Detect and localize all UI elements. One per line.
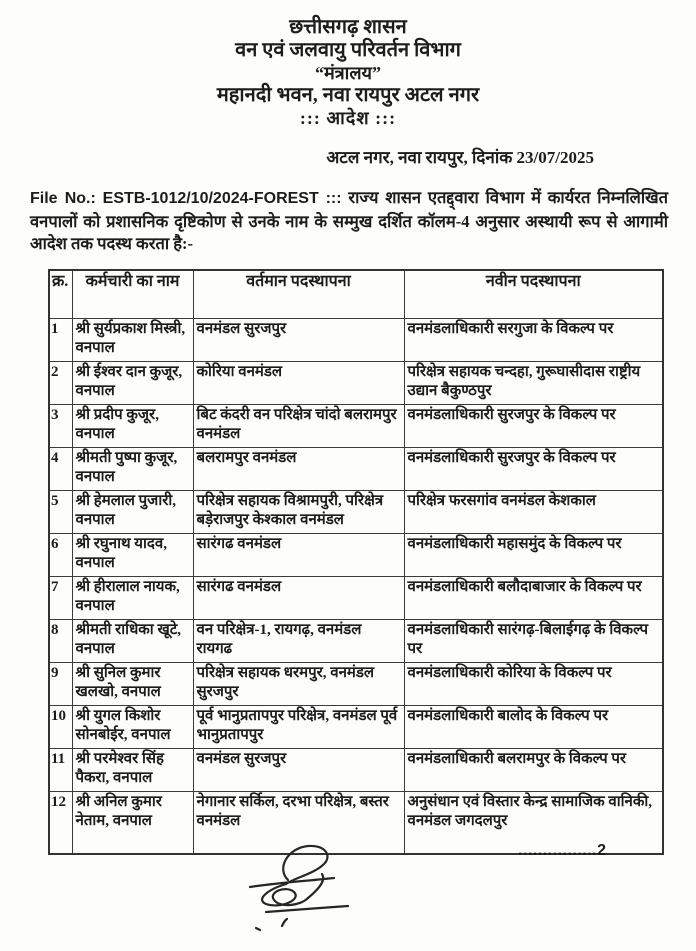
new-posting: वनमंडलाधिकारी बलौदाबाजार के विकल्प पर [404,576,663,619]
employee-name: श्री रघुनाथ यादव, वनपाल [72,533,193,576]
table-row [49,619,663,662]
new-posting: वनमंडलाधिकारी सारंगढ़-बिलाईगढ़ के विकल्प पर [404,619,663,662]
current-posting: परिक्षेत्र सहायक धरमपुर, वनमंडल सुरजपुर [193,662,404,705]
government-name: छत्तीसगढ़ शासन [289,16,407,38]
current-posting: वनमंडल सुरजपुर [193,748,404,791]
current-posting: बलरामपुर वनमंडल [193,447,404,490]
header-current-posting: वर्तमान पदस्थापना [193,270,404,319]
table-row [49,318,663,361]
row-serial: 1 [49,318,72,361]
row-serial: 8 [49,619,72,662]
current-posting: सारंगढ वनमंडल [193,576,404,619]
signature-icon [236,840,376,940]
file-number-value: ESTB-1012/10/2024-FOREST [102,190,319,207]
row-serial: 12 [49,791,72,854]
employee-name: श्री सुनिल कुमार खलखो, वनपाल [72,662,193,705]
row-serial: 2 [49,361,72,404]
current-posting: बिट कंदरी वन परिक्षेत्र चांदो बलरामपुर वनमंडल [193,404,404,447]
order-table-body [49,318,663,854]
employee-name: श्रीमती पुष्पा कुजूर, वनपाल [72,447,193,490]
table-row [49,490,663,533]
new-posting: परिक्षेत्र फरसगांव वनमंडल केशकाल [404,490,663,533]
order-heading: ::: आदेश ::: [299,108,397,128]
new-posting: परिक्षेत्र सहायक चन्दहा, गुरूघासीदास राष्ट्रीय उद्यान बैकुण्ठपुर [404,361,663,404]
department-name: वन एवं जलवायु परिवर्तन विभाग [235,39,461,61]
current-posting: पूर्व भानुप्रतापपुर परिक्षेत्र, वनमंडल पूर्व भानुप्रतापपुर [193,705,404,748]
file-number-label: File No.: [30,190,96,207]
new-posting: वनमंडलाधिकारी सरगुजा के विकल्प पर [404,318,663,361]
table-header-row [49,270,663,319]
row-serial: 11 [49,748,72,791]
employee-name: श्री ईश्वर दान कुजूर, वनपाल [72,361,193,404]
employee-name: श्री प्रदीप कुजूर, वनपाल [72,404,193,447]
new-posting: वनमंडलाधिकारी कोरिया के विकल्प पर [404,662,663,705]
employee-name: श्री परमेश्वर सिंह पैकरा, वनपाल [72,748,193,791]
current-posting: कोरिया वनमंडल [193,361,404,404]
table-row [49,447,663,490]
employee-name: श्री हीरालाल नायक, वनपाल [72,576,193,619]
order-intro-text: राज्य शासन एतद्द्वारा विभाग में कार्यरत निम्नलिखित वनपालों को प्रशासनिक दृष्टिकोण से उनके नाम के सम्मुख दर्शित कॉलम-4 अनुसार अस्थायी रूप से आगामी आदेश तक पदस्थ करता है:- [30,188,669,253]
order-intro-paragraph [30,187,668,256]
new-posting: वनमंडलाधिकारी महासमुंद के विकल्प पर [404,533,663,576]
current-posting: वनमंडल सुरजपुर [193,318,404,361]
employee-name: श्री हेमलाल पुजारी, वनपाल [72,490,193,533]
new-posting: वनमंडलाधिकारी बलरामपुर के विकल्प पर [404,748,663,791]
table-row [49,404,663,447]
row-serial: 7 [49,576,72,619]
separator-colons: ::: [325,190,342,207]
page-continuation-indicator: ................2 [518,842,607,859]
current-posting: वन परिक्षेत्र-1, रायगढ़, वनमंडल रायगढ [193,619,404,662]
current-posting: परिक्षेत्र सहायक विश्रामपुरी, परिक्षेत्र बड़ेराजपुर केश्काल वनमंडल [193,490,404,533]
employee-name: श्री अनिल कुमार नेताम, वनपाल [72,791,193,854]
header-employee-name: कर्मचारी का नाम [72,270,193,319]
table-row [49,662,663,705]
table-row [49,361,663,404]
header-serial: क्र. [49,270,72,319]
table-row [49,705,663,748]
table-row [49,533,663,576]
place-date-line: अटल नगर, नवा रायपुर, दिनांक 23/07/2025 [326,148,594,167]
posting-table-head [49,270,663,319]
ministry-label: “मंत्रालय” [314,63,381,83]
new-posting: वनमंडलाधिकारी सुरजपुर के विकल्प पर [404,404,663,447]
table-row [49,748,663,791]
table-row [49,576,663,619]
address-line: महानदी भवन, नवा रायपुर अटल नगर [216,84,480,106]
row-serial: 9 [49,662,72,705]
row-serial: 3 [49,404,72,447]
row-serial: 10 [49,705,72,748]
new-posting: वनमंडलाधिकारी सुरजपुर के विकल्प पर [404,447,663,490]
header-new-posting: नवीन पदस्थापना [404,270,663,319]
row-serial: 4 [49,447,72,490]
letterhead [0,0,696,130]
employee-name: श्री युगल किशोर सोनबोईर, वनपाल [72,705,193,748]
employee-name: श्रीमती राधिका खूटे, वनपाल [72,619,193,662]
current-posting: नेगानार सर्किल, दरभा परिक्षेत्र, बस्तर वनमंडल [193,791,404,854]
handwritten-signature [236,840,376,945]
new-posting: वनमंडलाधिकारी बालोद के विकल्प पर [404,705,663,748]
current-posting: सारंगढ वनमंडल [193,533,404,576]
row-serial: 6 [49,533,72,576]
employee-name: श्री सुर्यप्रकाश मिस्त्री, वनपाल [72,318,193,361]
row-serial: 5 [49,490,72,533]
new-posting: अनुसंधान एवं विस्तार केन्द्र सामाजिक वानिकी, वनमंडल जगदलपुर [404,791,663,854]
posting-table [48,269,664,855]
